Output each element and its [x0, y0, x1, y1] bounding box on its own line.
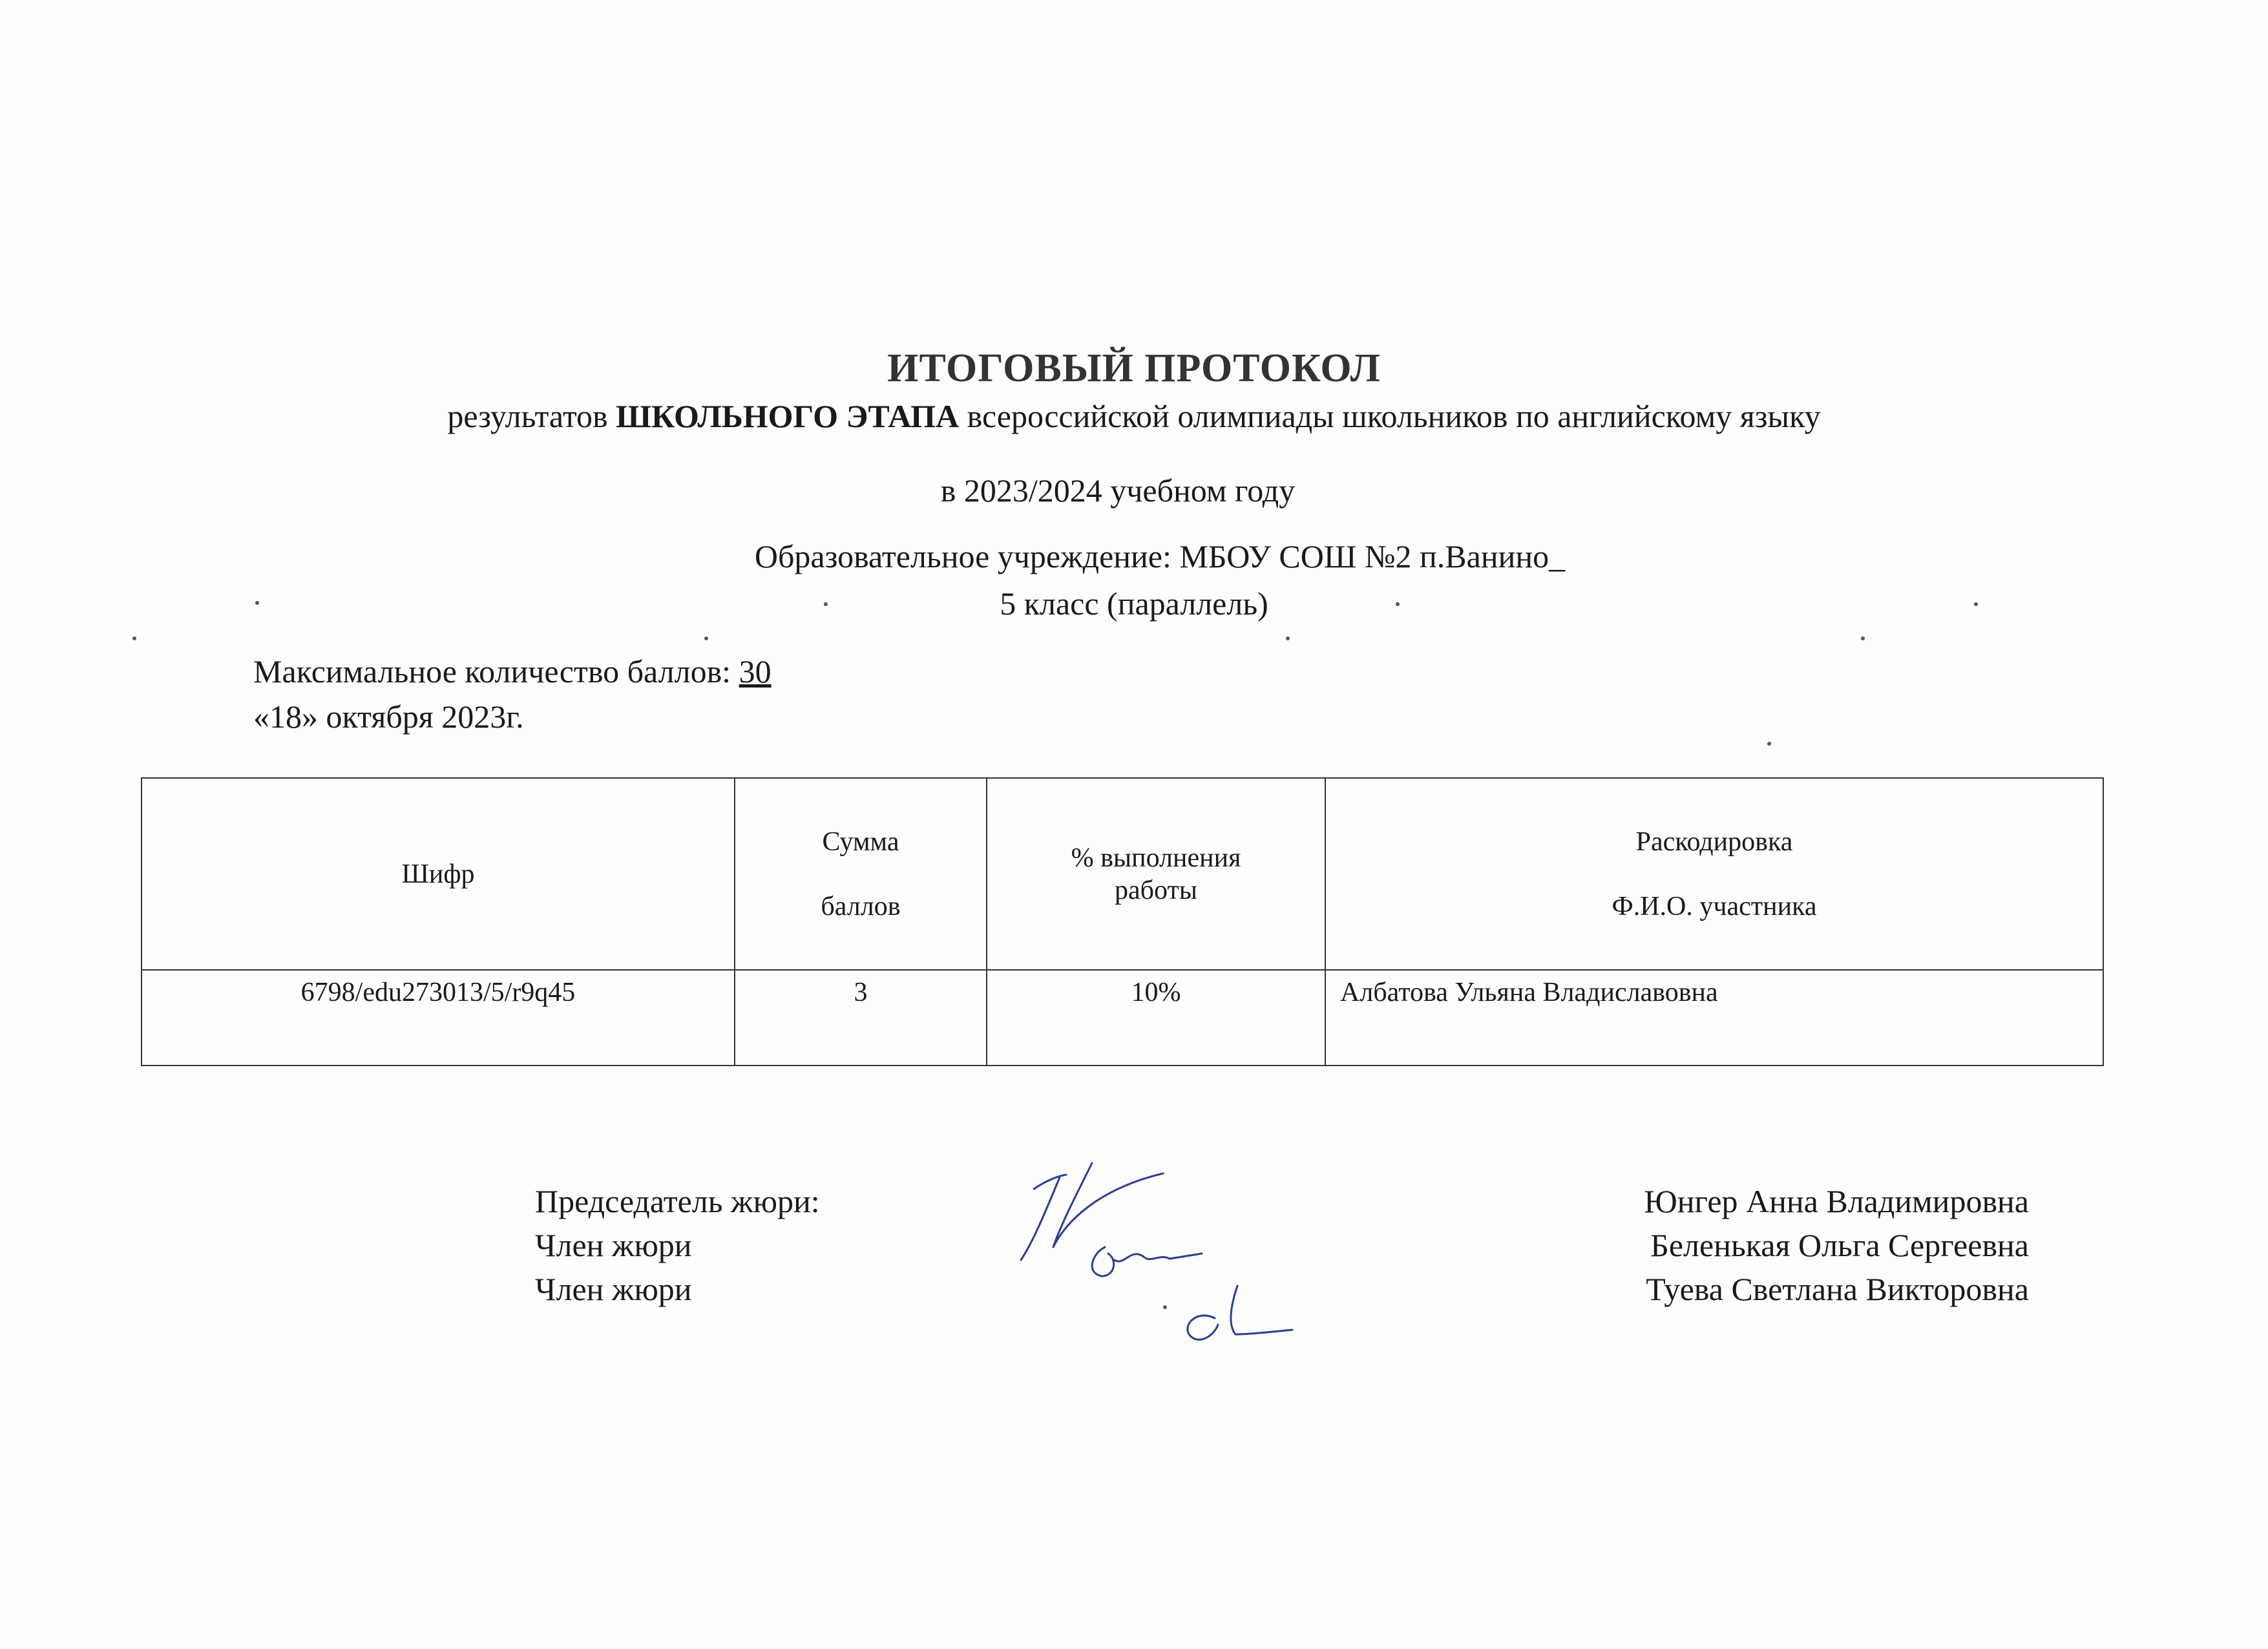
scan-speck	[704, 636, 708, 640]
subtitle-suffix: всероссийской олимпиады школьников по английскому языку	[959, 398, 1821, 434]
scan-speck	[1286, 636, 1290, 640]
cell-percent: 10%	[987, 970, 1325, 1066]
academic-year: в 2023/2024 учебном году	[940, 472, 1296, 509]
scan-speck	[1861, 636, 1865, 640]
max-score-label: Максимальное количество баллов:	[253, 653, 739, 689]
protocol-date: «18» октября 2023г.	[253, 698, 524, 735]
table-row	[142, 970, 2103, 1066]
signature-member-1	[1092, 1247, 1202, 1276]
max-score	[253, 653, 772, 690]
header-sum: Сумма баллов	[735, 778, 987, 970]
max-score-value: 30	[739, 653, 772, 689]
scan-speck	[132, 636, 136, 640]
signature-member-2	[1188, 1286, 1292, 1339]
scan-speck	[1974, 602, 1978, 606]
jury-name-member: Туева Светлана Викторовна	[1646, 1271, 2029, 1307]
jury-name-chair: Юнгер Анна Владимировна	[1644, 1183, 2029, 1219]
header-percent: % выполнения работы	[987, 778, 1325, 970]
header-cipher: Шифр	[142, 778, 735, 970]
jury-role-member: Член жюри	[535, 1271, 692, 1307]
cell-participant-name: Албатова Ульяна Владиславовна	[1325, 970, 2103, 1066]
results-table	[141, 777, 2104, 1066]
scan-speck	[1396, 602, 1400, 606]
handwritten-signatures	[995, 1150, 1357, 1357]
jury-name-member: Беленькая Ольга Сергеевна	[1650, 1227, 2029, 1263]
page-title: ИТОГОВЫЙ ПРОТОКОЛ	[887, 346, 1381, 390]
jury-role-member: Член жюри	[535, 1227, 692, 1263]
institution: Образовательное учреждение: МБОУ СОШ №2 п.Ванино_	[754, 538, 1566, 574]
scan-speck	[1163, 1305, 1167, 1309]
scan-speck	[824, 602, 828, 606]
subtitle-prefix: результатов	[447, 398, 616, 434]
cell-cipher: 6798/edu273013/5/r9q45	[142, 970, 735, 1066]
cell-score: 3	[735, 970, 987, 1066]
jury-role-chair: Председатель жюри:	[535, 1183, 820, 1219]
subtitle	[0, 397, 2268, 435]
subtitle-bold: ШКОЛЬНОГО ЭТАПА	[616, 398, 960, 434]
grade-parallel: 5 класс (параллель)	[1000, 585, 1268, 622]
scan-speck	[255, 601, 259, 605]
header-decode: Раскодировка Ф.И.О. участника	[1325, 778, 2103, 970]
scan-speck	[1767, 742, 1771, 746]
signature-chair	[1021, 1163, 1163, 1260]
table-header-row	[142, 778, 2103, 970]
